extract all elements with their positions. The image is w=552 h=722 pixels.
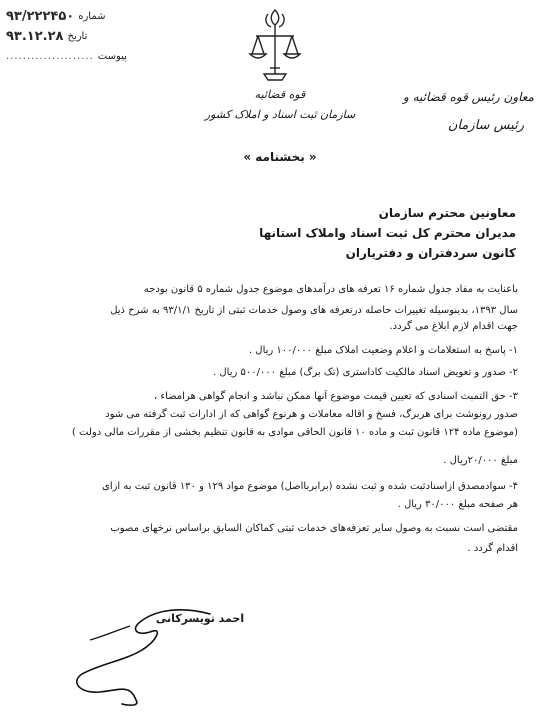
registry-organization-line: سازمان ثبت اسناد و املاک کشور: [204, 108, 356, 121]
number-value: ۹۳/۲۲۲۴۵۰: [6, 8, 75, 24]
body-line: مبلغ ۲۰/۰۰۰ریال .: [443, 455, 518, 466]
body-line: جهت اقدام لازم ابلاغ می گردد.: [389, 321, 518, 332]
body-line: (موضوع ماده ۱۲۴ قانون ثبت و ماده ۱۰ قانون الحاقی موادی به قانون تنظیم بخشی از مقررات مالی دولت ): [71, 427, 518, 438]
body-line: ۲- صدور و تعویض اسناد مالکیت کاداستری (تک برگ) مبلغ ۵۰۰/۰۰۰ ریال .: [213, 367, 518, 378]
letter-body: [38, 276, 518, 562]
attachment-value: .....................: [6, 50, 94, 62]
letter-meta: [6, 6, 126, 66]
body-line: صدور رونوشت برای هربرگ، فسخ و اقاله معاملات و هرنوع گواهی که از ادارات ثبت گرفته می شود: [105, 409, 518, 420]
addressee-line-2: مدیران محترم کل ثبت اسناد واملاک استانها: [259, 226, 516, 240]
number-label: شماره: [78, 10, 106, 22]
body-line: سال ۱۳۹۳، بدینوسیله تغییرات حاصله درتعرفه های وصول خدمات ثبتی از تاریخ ۹۳/۱/۱ به شرح ذیل: [110, 305, 518, 316]
judiciary-line: قوه قضائیه: [254, 88, 306, 101]
attachment-row: [6, 46, 126, 66]
addressee-line-1: معاونین محترم سازمان: [378, 206, 516, 220]
attachment-label: پیوست: [97, 50, 127, 62]
recipient-line-1: معاون رئیس قوه قضائیه و: [402, 90, 534, 104]
date-value: ۹۳.۱۲.۲۸: [6, 28, 64, 44]
number-row: [6, 6, 126, 26]
body-line: اقدام گردد .: [467, 543, 518, 554]
body-line: هر صفحه مبلغ ۳۰/۰۰۰ ریال .: [397, 499, 518, 510]
body-line: باعنایت به مفاد جدول شماره ۱۶ تعرفه های درآمدهای موضوع جدول شماره ۵ قانون بودجه: [143, 284, 518, 295]
body-line: ۴- سوادمصدق ازاسنادثبت شده و ثبت نشده (برابربااصل) موضوع مواد ۱۲۹ و ۱۳۰ قانون ثبت به ازای: [102, 481, 518, 492]
circular-title: « بخشنامه »: [243, 150, 317, 164]
body-line: ۱- پاسخ به استعلامات و اعلام وضعیت املاک مبلغ ۱۰۰/۰۰۰ ریال .: [248, 345, 518, 356]
addressee-line-3: کانون سردفتران و دفتریاران: [345, 246, 516, 260]
handwritten-signature-icon: [60, 600, 220, 710]
body-line: مقتضی است نسبت به وصول سایر تعرفه‌های خدمات ثبتی کماکان السابق براساس نرخهای مصوب: [110, 523, 518, 534]
iran-emblem-scales-icon: [246, 6, 304, 84]
recipient-line-2: رئیس سازمان: [447, 118, 524, 133]
signer-name: احمد تویسرکانی: [155, 612, 245, 625]
date-label: تاریخ: [67, 30, 88, 42]
date-row: [6, 26, 126, 46]
body-line: ۳- حق التمبت اسنادی که تعیین قیمت موضوع آنها ممکن نباشد و انجام گواهی هرامضاء ،: [153, 391, 518, 402]
